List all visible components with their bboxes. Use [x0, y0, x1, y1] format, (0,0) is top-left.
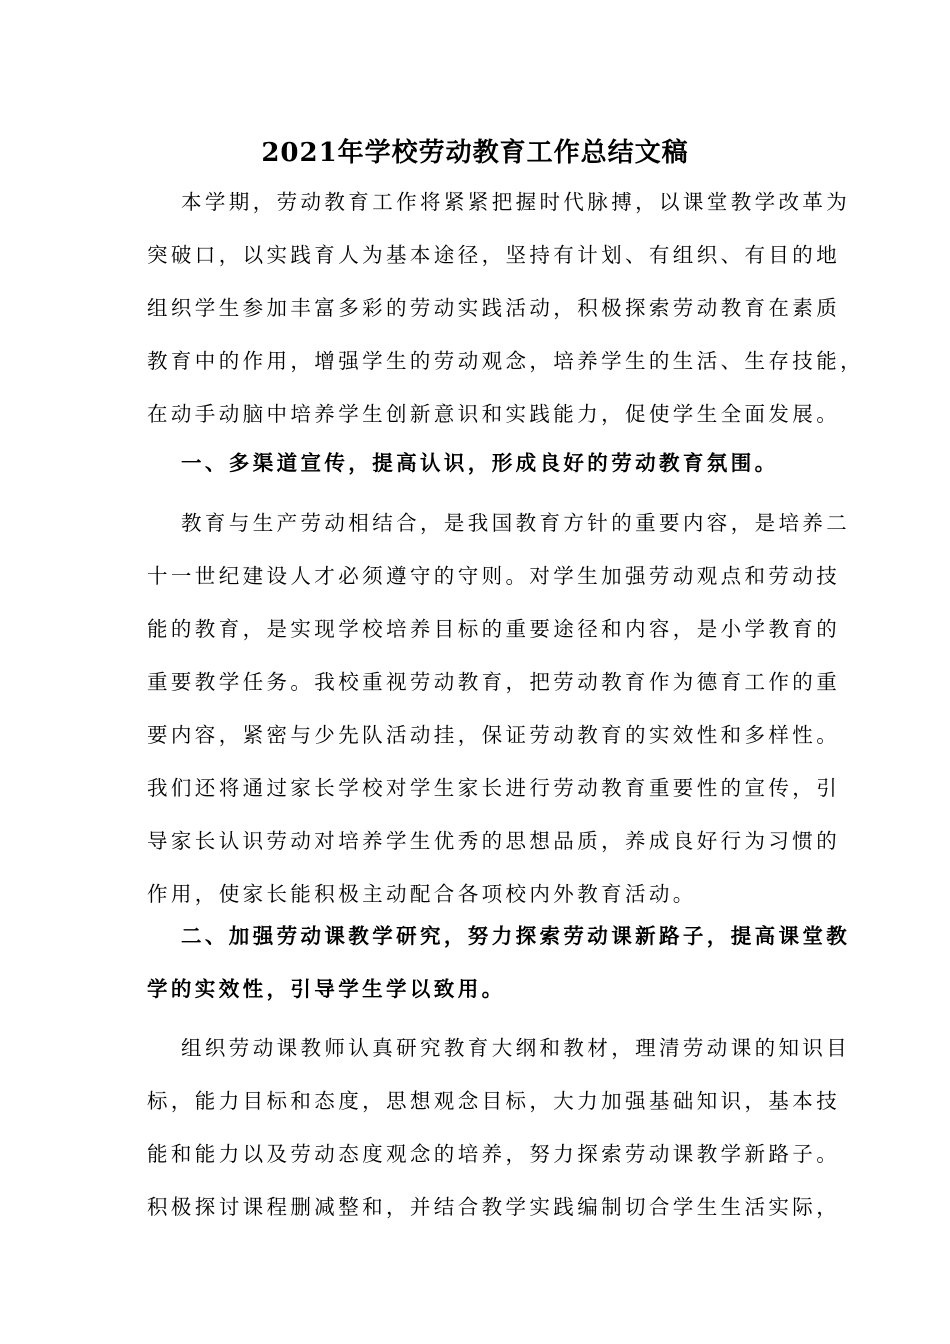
- intro-line: 突破口，以实践育人为基本途径，坚持有计划、有组织、有目的地: [147, 243, 841, 267]
- section-1-line: 能的教育，是实现学校培养目标的重要途径和内容，是小学教育的: [147, 617, 841, 641]
- section-1-line: 重要教学任务。我校重视劳动教育，把劳动教育作为德育工作的重: [147, 670, 841, 694]
- section-1-line: 我们还将通过家长学校对学生家长进行劳动教育重要性的宣传，引: [147, 776, 841, 800]
- intro-line: 教育中的作用，增强学生的劳动观念，培养学生的生活、生存技能，: [147, 349, 864, 373]
- section-2-line: 积极探讨课程删减整和，并结合教学实践编制切合学生生活实际，: [147, 1195, 841, 1219]
- section-2-heading-line: 二、加强劳动课教学研究，努力探索劳动课新路子，提高课堂教: [181, 924, 851, 948]
- intro-paragraph: [147, 176, 864, 441]
- section-2-paragraph: [147, 1022, 851, 1234]
- section-2-heading: [147, 910, 851, 1016]
- section-2-line: 组织劳动课教师认真研究教育大纲和教材，理清劳动课的知识目: [181, 1036, 851, 1060]
- intro-line: 组织学生参加丰富多彩的劳动实践活动，积极探索劳动教育在素质: [147, 296, 841, 320]
- section-1-line: 十一世纪建设人才必须遵守的守则。对学生加强劳动观点和劳动技: [147, 564, 841, 588]
- intro-line: 在动手动脑中培养学生创新意识和实践能力，促使学生全面发展。: [147, 402, 841, 426]
- section-1-paragraph: [147, 497, 851, 921]
- intro-line: 本学期，劳动教育工作将紧紧把握时代脉搏，以课堂教学改革为: [181, 190, 851, 214]
- section-1-line: 作用，使家长能积极主动配合各项校内外教育活动。: [147, 882, 697, 906]
- document-title: 2021年学校劳动教育工作总结文稿: [261, 138, 689, 168]
- section-1-heading-line: 一、多渠道宣传，提高认识，形成良好的劳动教育氛围。: [181, 451, 779, 475]
- section-2-heading-line: 学的实效性，引导学生学以致用。: [147, 977, 506, 1001]
- section-1-line: 教育与生产劳动相结合，是我国教育方针的重要内容，是培养二: [181, 511, 851, 535]
- section-2-line: 标，能力目标和态度，思想观念目标，大力加强基础知识，基本技: [147, 1089, 841, 1113]
- section-1-line: 要内容，紧密与少先队活动挂，保证劳动教育的实效性和多样性。: [147, 723, 841, 747]
- section-1-line: 导家长认识劳动对培养学生优秀的思想品质，养成良好行为习惯的: [147, 829, 841, 853]
- section-1-heading: [147, 437, 807, 490]
- section-2-line: 能和能力以及劳动态度观念的培养，努力探索劳动课教学新路子。: [147, 1142, 841, 1166]
